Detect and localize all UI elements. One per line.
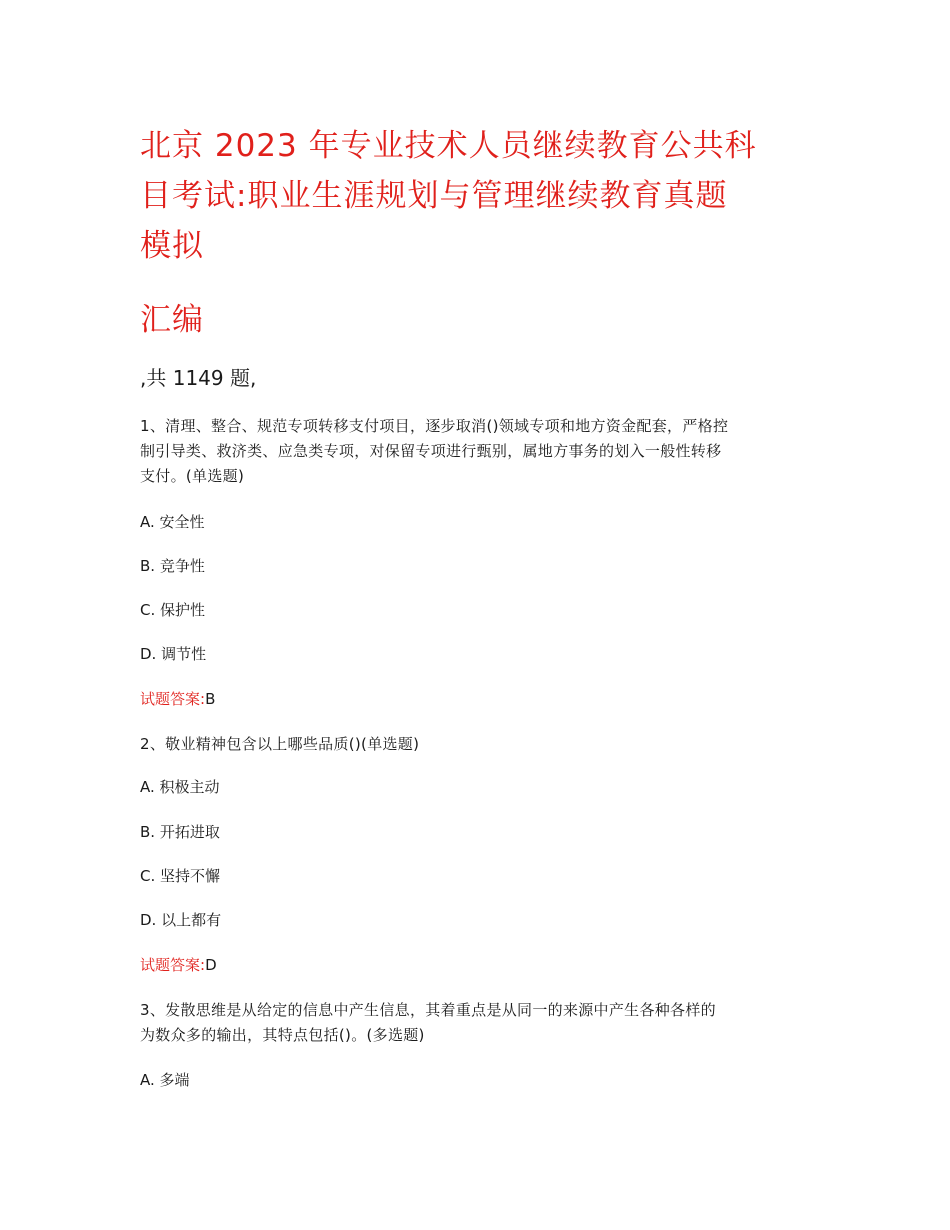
option-d: D. 调节性 — [140, 645, 207, 663]
option-d: D. 以上都有 — [140, 911, 222, 929]
stem-line: 1、清理、整合、规范专项转移支付项目，逐步取消()领域专项和地方资金配套，严格控 — [140, 417, 729, 435]
stem-line: 3、发散思维是从给定的信息中产生信息，其着重点是从同一的来源中产生各种各样的 — [140, 1001, 716, 1019]
answer-line — [140, 954, 217, 976]
question-total: ,共 1149 题, — [140, 366, 257, 390]
question-stem — [140, 732, 812, 757]
title-line: 北京 2023 年专业技术人员继续教育公共科 — [140, 128, 757, 164]
stem-line: 制引导类、救济类、应急类专项，对保留专项进行甄别，属地方事务的划入一般性转移 — [140, 442, 722, 460]
option-a: A. 多端 — [140, 1071, 190, 1089]
option-b: B. 开拓进取 — [140, 823, 220, 841]
option-a: A. 积极主动 — [140, 778, 220, 796]
document-title — [140, 121, 820, 271]
answer-label: 试题答案: — [140, 956, 206, 974]
option-b: B. 竞争性 — [140, 557, 205, 575]
document-subtitle: 汇编 — [140, 302, 204, 338]
answer-label: 试题答案: — [140, 690, 206, 708]
answer-value: D — [205, 956, 217, 974]
stem-line: 为数众多的输出，其特点包括()。(多选题) — [140, 1026, 425, 1044]
option-c: C. 坚持不懈 — [140, 867, 221, 885]
answer-line — [140, 688, 215, 710]
answer-value: B — [205, 690, 216, 708]
option-a: A. 安全性 — [140, 513, 205, 531]
question-stem — [140, 414, 812, 489]
stem-line: 2、敬业精神包含以上哪些品质()(单选题) — [140, 735, 420, 753]
title-line: 目考试:职业生涯规划与管理继续教育真题 — [140, 178, 728, 214]
stem-line: 支付。(单选题) — [140, 467, 245, 485]
question-stem — [140, 998, 812, 1048]
title-line: 模拟 — [140, 228, 204, 264]
option-c: C. 保护性 — [140, 601, 206, 619]
